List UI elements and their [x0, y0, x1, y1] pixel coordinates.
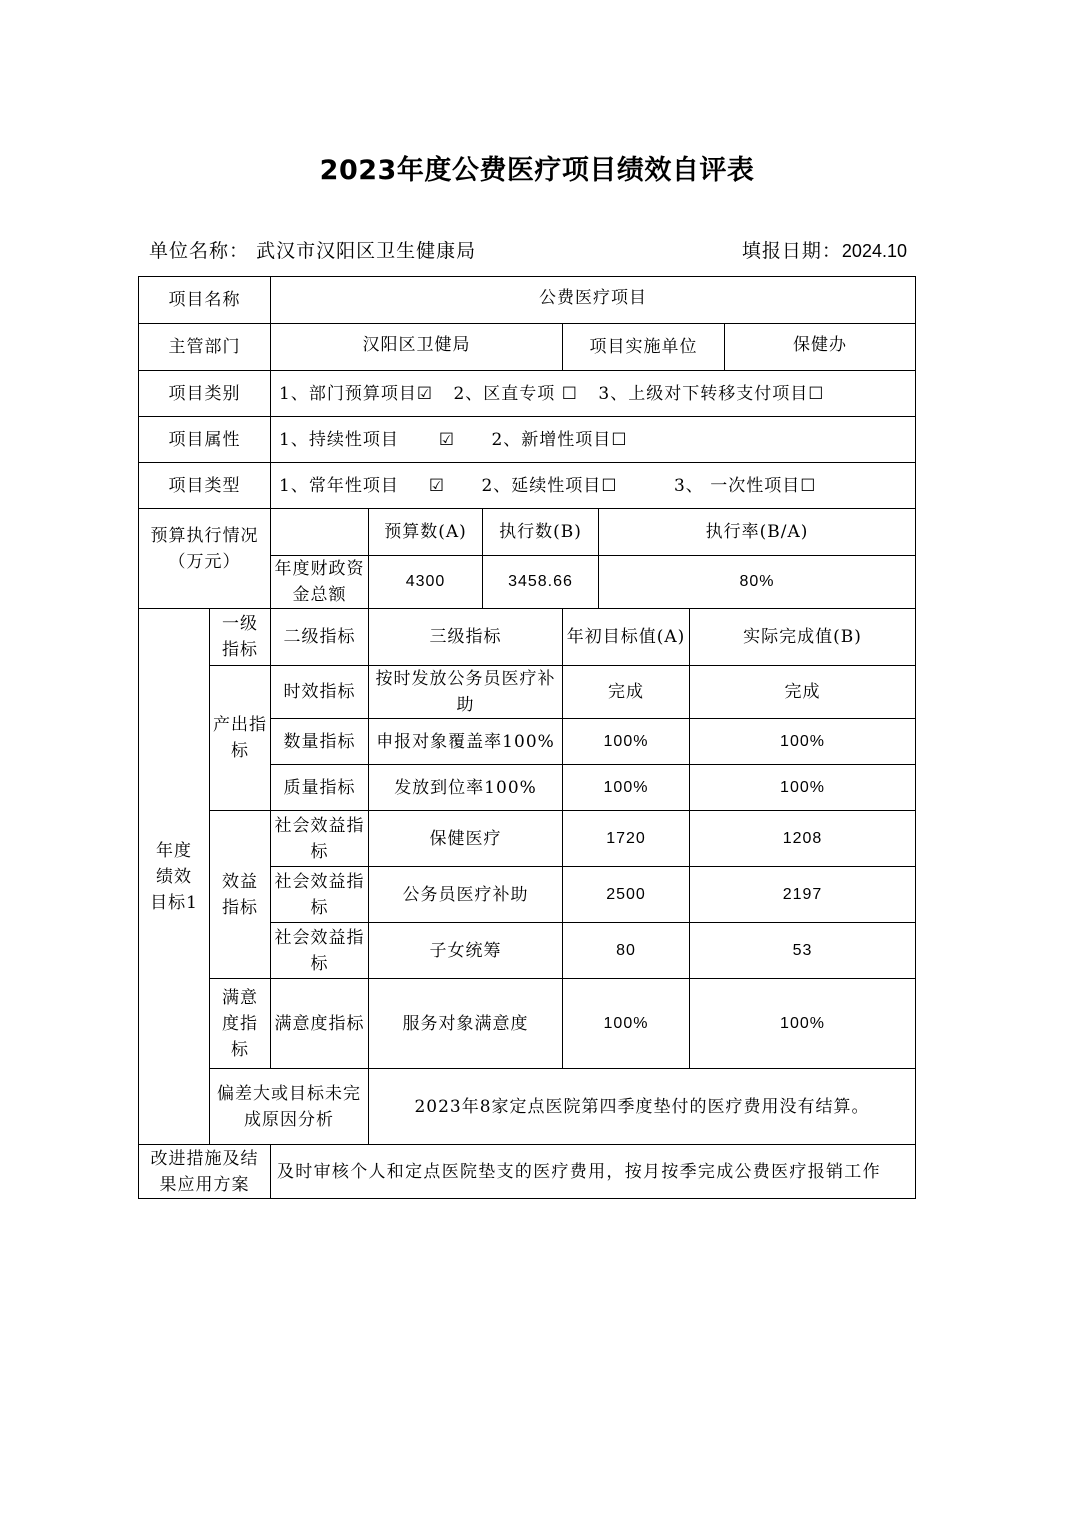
category-row	[139, 371, 916, 417]
goals-section-label: 年度绩效目标1	[139, 609, 210, 1145]
evaluation-table	[138, 276, 916, 1199]
type-option-2: 2、延续性项目	[481, 475, 602, 496]
budget-col-a: 预算数(A)	[369, 509, 483, 556]
goal-level2: 社会效益指标	[271, 867, 369, 923]
type-options	[271, 463, 916, 509]
budget-rate: 80%	[599, 556, 916, 609]
impl-value: 保健办	[725, 324, 916, 371]
goal-level2: 社会效益指标	[271, 811, 369, 867]
attribute-option-1: 1、持续性项目	[279, 429, 399, 450]
deviation-label: 偏差大或目标未完成原因分析	[210, 1069, 369, 1145]
date-line	[742, 236, 907, 263]
budget-b: 3458.66	[483, 556, 599, 609]
impl-label: 项目实施单位	[563, 324, 725, 371]
category-option-2: 2、区直专项	[453, 383, 556, 404]
goal-level2: 质量指标	[271, 765, 369, 811]
checkbox-icon: ☐	[808, 383, 825, 404]
goal-target: 2500	[563, 867, 690, 923]
goal-target: 完成	[563, 666, 690, 719]
type-label: 项目类型	[139, 463, 271, 509]
unit-value: 武汉市汉阳区卫生健康局	[256, 240, 477, 262]
budget-a: 4300	[369, 556, 483, 609]
deviation-row	[139, 1069, 916, 1145]
goal-row	[139, 811, 916, 867]
improvement-row	[139, 1145, 916, 1199]
dept-label: 主管部门	[139, 324, 271, 371]
type-option-1: 1、常年性项目	[279, 475, 399, 496]
header-level2: 二级指标	[271, 609, 369, 666]
project-name-label: 项目名称	[139, 277, 271, 324]
goals-header-row	[139, 609, 916, 666]
attribute-label: 项目属性	[139, 417, 271, 463]
group-output: 产出指标	[210, 666, 271, 811]
type-row	[139, 463, 916, 509]
goal-actual: 53	[690, 923, 916, 979]
checkbox-icon: ☑	[428, 475, 446, 496]
goal-target: 100%	[563, 979, 690, 1069]
unit-label: 单位名称：	[149, 240, 250, 262]
date-label: 填报日期：	[741, 240, 842, 262]
budget-row-label: 年度财政资金总额	[271, 556, 369, 609]
attribute-options	[271, 417, 916, 463]
goal-level3: 公务员医疗补助	[369, 867, 563, 923]
checkbox-icon: ☐	[800, 475, 817, 496]
category-option-3: 3、上级对下转移支付项目	[598, 383, 809, 404]
goal-target: 80	[563, 923, 690, 979]
header-level1: 一级指标	[210, 609, 271, 666]
attribute-option-2: 2、新增性项目	[491, 429, 612, 450]
page-title: 2023年度公费医疗项目绩效自评表	[319, 155, 755, 186]
budget-blank	[271, 509, 369, 556]
checkbox-icon: ☐	[601, 475, 618, 496]
dept-value: 汉阳区卫健局	[271, 324, 563, 371]
goal-level3: 子女统筹	[369, 923, 563, 979]
improvement-value: 及时审核个人和定点医院垫支的医疗费用，按月按季完成公费医疗报销工作	[271, 1145, 916, 1199]
budget-col-rate: 执行率(B/A)	[599, 509, 916, 556]
group-benefit: 效益指标	[210, 811, 271, 979]
date-value: 2024.10	[841, 241, 907, 261]
improvement-label: 改进措施及结果应用方案	[139, 1145, 271, 1199]
goal-target: 100%	[563, 765, 690, 811]
checkbox-icon: ☑	[416, 383, 434, 404]
goal-level3: 保健医疗	[369, 811, 563, 867]
unit-line	[149, 236, 476, 263]
type-option-3: 3、 一次性项目	[673, 475, 801, 496]
deviation-value: 2023年8家定点医院第四季度垫付的医疗费用没有结算。	[369, 1069, 916, 1145]
budget-col-b: 执行数(B)	[483, 509, 599, 556]
header-level3: 三级指标	[369, 609, 563, 666]
header-target: 年初目标值(A)	[563, 609, 690, 666]
category-options	[271, 371, 916, 417]
goal-actual: 100%	[690, 765, 916, 811]
goal-actual: 完成	[690, 666, 916, 719]
goal-level3: 申报对象覆盖率100%	[369, 719, 563, 765]
attribute-row	[139, 417, 916, 463]
goal-actual: 100%	[690, 719, 916, 765]
project-name-row	[139, 277, 916, 324]
goal-actual: 2197	[690, 867, 916, 923]
goal-level3: 服务对象满意度	[369, 979, 563, 1069]
goal-target: 1720	[563, 811, 690, 867]
goal-target: 100%	[563, 719, 690, 765]
project-name-value: 公费医疗项目	[271, 277, 916, 324]
goal-row	[139, 979, 916, 1069]
goal-level2: 时效指标	[271, 666, 369, 719]
goal-level3: 按时发放公务员医疗补助	[369, 666, 563, 719]
checkbox-icon: ☐	[611, 429, 628, 450]
checkbox-icon: ☑	[438, 429, 456, 450]
goal-level2: 社会效益指标	[271, 923, 369, 979]
goal-level2: 满意度指标	[271, 979, 369, 1069]
goal-actual: 100%	[690, 979, 916, 1069]
category-label: 项目类别	[139, 371, 271, 417]
department-row	[139, 324, 916, 371]
checkbox-icon: ☐	[561, 383, 578, 404]
goal-actual: 1208	[690, 811, 916, 867]
category-option-1: 1、部门预算项目	[279, 383, 417, 404]
goal-row	[139, 666, 916, 719]
budget-label: 预算执行情况（万元）	[139, 509, 271, 609]
header-actual: 实际完成值(B)	[690, 609, 916, 666]
group-satisfaction: 满意度指标	[210, 979, 271, 1069]
goal-level3: 发放到位率100%	[369, 765, 563, 811]
budget-header-row	[139, 509, 916, 556]
goal-level2: 数量指标	[271, 719, 369, 765]
